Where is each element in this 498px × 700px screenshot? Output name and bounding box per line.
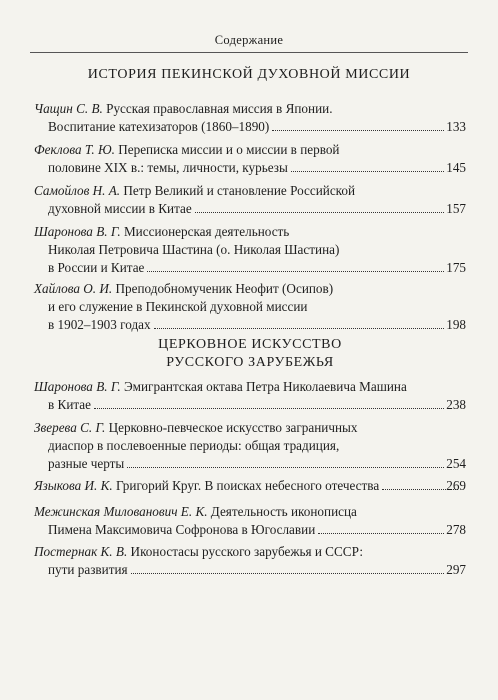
leader-dots xyxy=(94,408,444,409)
entry-title: Русская православная миссия в Японии. xyxy=(106,101,333,116)
entry-line xyxy=(48,521,466,539)
page-number: 269 xyxy=(446,478,466,493)
entry-line xyxy=(34,477,466,495)
toc-entry[interactable] xyxy=(34,419,466,473)
entry-author: Межинская Милованович Е. К. xyxy=(34,504,208,519)
page-number: 297 xyxy=(446,562,466,577)
entry-line xyxy=(48,259,466,277)
entry-line xyxy=(48,298,466,316)
entry-title: половине XIX в.: темы, личности, курьезы xyxy=(48,160,288,175)
entry-line xyxy=(34,223,466,241)
toc-entry[interactable] xyxy=(34,141,466,177)
entry-line xyxy=(34,141,466,159)
page-number: 238 xyxy=(446,397,466,412)
entry-title: Воспитание катехизаторов (1860–1890) xyxy=(48,119,270,134)
entry-author: Шаронова В. Г. xyxy=(34,224,121,239)
page-number: 198 xyxy=(446,317,466,332)
entry-title: Преподобномученик Неофит (Осипов) xyxy=(115,281,334,296)
entry-title: разные черты xyxy=(48,456,125,471)
page-number: 133 xyxy=(446,119,466,134)
section-title-history xyxy=(30,66,468,84)
entry-line xyxy=(34,182,466,200)
leader-dots xyxy=(154,328,445,329)
leader-dots xyxy=(272,130,444,131)
entry-line xyxy=(48,437,466,455)
entry-title: диаспор в послевоенные периоды: общая традиция, xyxy=(48,438,340,453)
entry-title: Церковно-певческое искусство заграничных xyxy=(108,420,358,435)
entry-author: Зверева С. Г. xyxy=(34,420,106,435)
toc-entry[interactable] xyxy=(34,543,466,579)
toc-entry[interactable] xyxy=(34,378,466,414)
page-number: 145 xyxy=(446,160,466,175)
entry-title: в Китае xyxy=(48,397,92,412)
toc-entry[interactable] xyxy=(34,100,466,136)
section-title-line: ЦЕРКОВНОЕ ИСКУССТВО xyxy=(158,337,342,352)
toc-entry[interactable] xyxy=(34,182,466,218)
page-number: 157 xyxy=(446,201,466,216)
entry-title: Миссионерская деятельность xyxy=(123,224,290,239)
entry-title: Переписка миссии и о миссии в первой xyxy=(118,142,340,157)
entry-title: духовной миссии в Китае xyxy=(48,201,192,216)
entry-title: Григорий Круг. В поисках небесного отечества xyxy=(116,478,380,493)
entry-title: Деятельность иконописца xyxy=(210,504,357,519)
entry-author: Феклова Т. Ю. xyxy=(34,142,115,157)
page-number: 278 xyxy=(446,522,466,537)
toc-entry[interactable] xyxy=(34,280,466,334)
running-head: Содержание xyxy=(214,33,284,47)
entry-author: Чащин С. В. xyxy=(34,101,103,116)
entry-line xyxy=(34,543,466,561)
entry-line xyxy=(34,280,466,298)
toc-entry[interactable] xyxy=(34,223,466,277)
entry-title: в России и Китае xyxy=(48,260,145,275)
page-number: 254 xyxy=(446,456,466,471)
entry-line xyxy=(34,100,466,118)
entry-line xyxy=(34,419,466,437)
entry-line xyxy=(34,503,466,521)
entry-line xyxy=(48,118,466,136)
entry-line xyxy=(34,378,466,396)
entry-title: пути развития xyxy=(48,562,128,577)
toc-entry[interactable] xyxy=(34,503,466,539)
entry-line xyxy=(48,241,466,259)
entry-title: в 1902–1903 годах xyxy=(48,317,151,332)
entry-title: Николая Петровича Шастина (о. Николая Шастина) xyxy=(48,242,340,257)
leader-dots xyxy=(291,171,444,172)
section-title-line: РУССКОГО ЗАРУБЕЖЬЯ xyxy=(166,355,334,370)
header-rule xyxy=(30,52,468,53)
entry-title: и его служение в Пекинской духовной миссии xyxy=(48,299,308,314)
entry-line xyxy=(48,316,466,334)
entry-author: Хайлова О. И. xyxy=(34,281,113,296)
leader-dots xyxy=(131,573,445,574)
entry-line xyxy=(48,159,466,177)
leader-dots xyxy=(318,533,444,534)
entry-title: Иконостасы русского зарубежья и СССР: xyxy=(130,544,364,559)
leader-dots xyxy=(195,212,444,213)
entry-line xyxy=(48,455,466,473)
entry-title: Петр Великий и становление Российской xyxy=(123,183,356,198)
section-title-line: ИСТОРИЯ ПЕКИНСКОЙ ДУХОВНОЙ МИССИИ xyxy=(87,67,411,82)
page-number: 175 xyxy=(446,260,466,275)
entry-author: Самойлов Н. А. xyxy=(34,183,121,198)
leader-dots xyxy=(127,467,444,468)
entry-line xyxy=(48,396,466,414)
section-title-church-art xyxy=(150,336,350,372)
entry-title: Пимена Максимовича Софронова в Югославии xyxy=(48,522,316,537)
toc-entry[interactable] xyxy=(34,477,466,495)
leader-dots xyxy=(147,271,444,272)
entry-line xyxy=(48,561,466,579)
entry-line xyxy=(48,200,466,218)
entry-author: Шаронова В. Г. xyxy=(34,379,121,394)
entry-author: Языкова И. К. xyxy=(34,478,113,493)
entry-title: Эмигрантская октава Петра Николаевича Машина xyxy=(123,379,407,394)
entry-author: Постернак К. В. xyxy=(34,544,128,559)
